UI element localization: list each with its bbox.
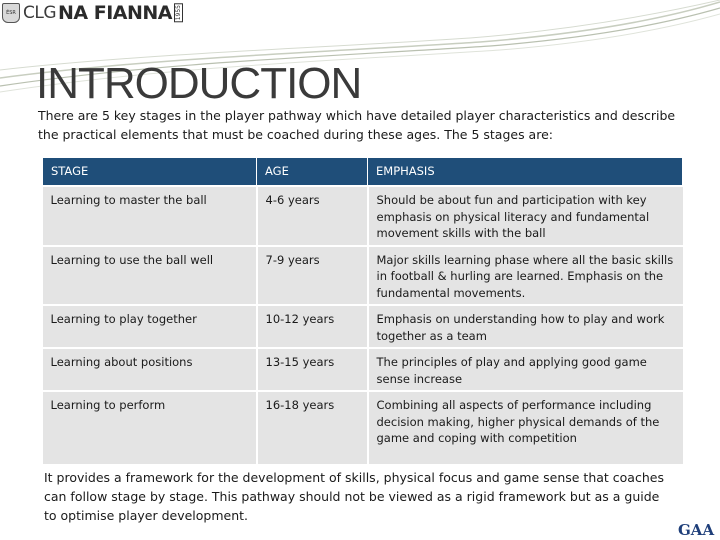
table-header-row — [43, 158, 683, 187]
stage-cell: Learning to use the ball well — [43, 246, 257, 306]
page-title: INTRODUCTION — [36, 59, 362, 108]
logo-year: 1955 — [175, 5, 182, 21]
gaa-logo-text: GAA — [678, 521, 715, 538]
table-row — [43, 391, 683, 465]
logo-prefix: CLG — [23, 3, 57, 23]
header-stage: STAGE — [43, 158, 257, 187]
logo-name: NA FIANNA — [58, 2, 172, 24]
stage-cell: Learning to play together — [43, 305, 257, 348]
club-logo — [2, 2, 183, 24]
header-emphasis: EMPHASIS — [368, 158, 683, 187]
emphasis-cell: Major skills learning phase where all the basic skills in football & hurling are learned. Emphasis on the fundamental movements. — [368, 246, 683, 306]
stage-cell: Learning about positions — [43, 348, 257, 391]
club-crest-icon — [2, 3, 20, 23]
emphasis-cell: Should be about fun and participation with key emphasis on physical literacy and fundamental movement skills with the ball — [368, 186, 683, 246]
age-cell: 10-12 years — [257, 305, 368, 348]
emphasis-cell: Emphasis on understanding how to play and work together as a team — [368, 305, 683, 348]
table-row — [43, 186, 683, 246]
gaa-logo-icon — [676, 520, 718, 538]
intro-paragraph: There are 5 key stages in the player pathway which have detailed player characteristics and describe the practical elements that must be coached during these ages. The 5 stages are: — [38, 108, 676, 142]
age-cell: 13-15 years — [257, 348, 368, 391]
header-age: AGE — [257, 158, 368, 187]
age-cell: 4-6 years — [257, 186, 368, 246]
stage-cell: Learning to perform — [43, 391, 257, 465]
closing-paragraph: It provides a framework for the development of skills, physical focus and game sense that coaches can follow stage by stage. This pathway should not be viewed as a rigid framework but as a guide to optimise player development. — [44, 470, 664, 523]
stage-cell: Learning to master the ball — [43, 186, 257, 246]
player-pathway-table — [42, 157, 683, 466]
emphasis-cell: Combining all aspects of performance including decision making, higher physical demands of the game and coping with competition — [368, 391, 683, 465]
age-cell: 16-18 years — [257, 391, 368, 465]
table-row — [43, 246, 683, 306]
table-row — [43, 305, 683, 348]
emphasis-cell: The principles of play and applying good game sense increase — [368, 348, 683, 391]
crest-text: ÉSR — [6, 10, 16, 16]
age-cell: 7-9 years — [257, 246, 368, 306]
table-row — [43, 348, 683, 391]
